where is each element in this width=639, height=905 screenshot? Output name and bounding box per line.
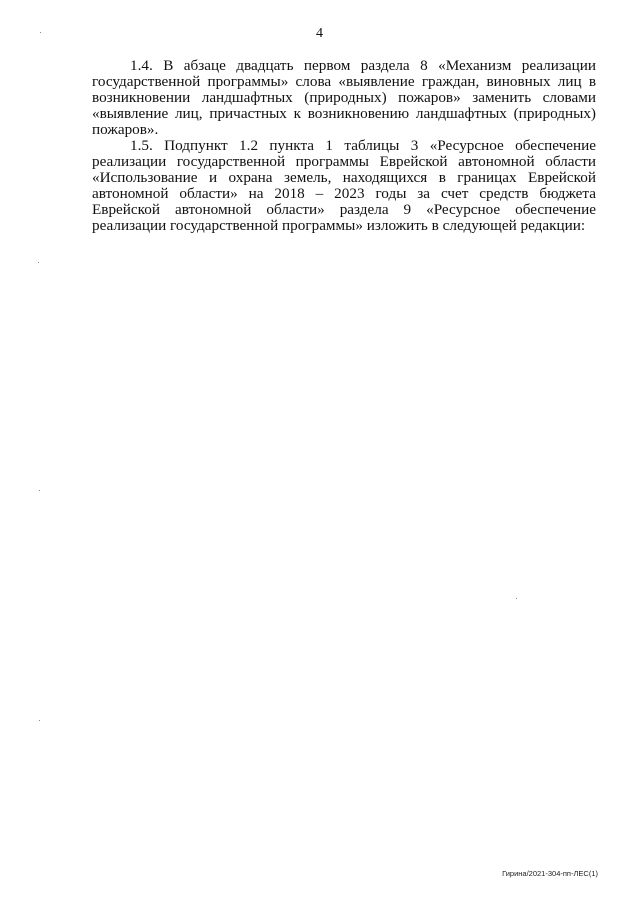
paragraph-1-5: 1.5. Подпункт 1.2 пункта 1 таблицы 3 «Ресурсное обеспечение реализации государственной программы Еврейской автономной области «Использование и охрана земель, находящихся в границах Еврейской автономной области» на 2018 – 2023 годы за счет средств бюджета Еврейской автономной области» раздела 9 «Ресурсное обеспечение реализации государственной программы» изложить в следующей редакции: bbox=[92, 137, 596, 234]
scan-speck bbox=[39, 490, 40, 491]
paragraph-1-4: 1.4. В абзаце двадцать первом раздела 8 «Механизм реализации государственной программы» слова «выявление граждан, виновных лиц в возникновении ландшафтных (природных) пожаров» заменить словами «выявление лиц, причастных к возникновению ландшафтных (природных) пожаров». bbox=[92, 57, 596, 138]
page-number: 4 bbox=[316, 26, 323, 41]
scan-speck bbox=[39, 720, 40, 721]
footer-document-code: Гирина/2021-304-пп-ЛЕС(1) bbox=[502, 869, 598, 878]
scan-speck bbox=[40, 32, 41, 33]
scan-speck bbox=[38, 262, 39, 263]
scan-speck bbox=[516, 598, 517, 599]
document-body bbox=[92, 58, 596, 234]
